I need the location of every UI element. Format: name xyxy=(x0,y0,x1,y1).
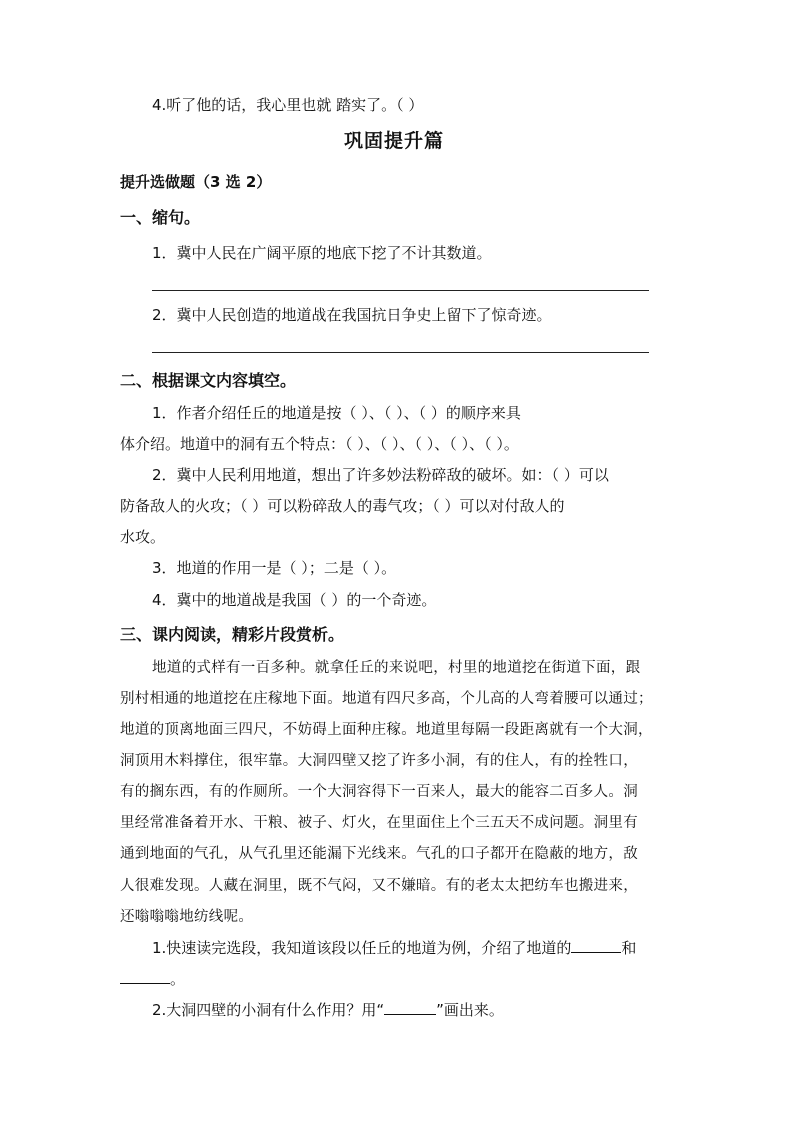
part2-heading: 二、根据课文内容填空。 xyxy=(120,371,297,390)
answer-line-1[interactable] xyxy=(152,290,649,291)
part2-line: 水攻。 xyxy=(120,528,166,546)
section-subtitle: 提升选做题（3 选 2） xyxy=(120,173,272,191)
passage-line: 地道的式样有一百多种。就拿任丘的来说吧，村里的地道挖在街道下面，跟 xyxy=(152,660,641,676)
part1-question-1: 1．冀中人民在广阔平原的地底下挖了不计其数道。 xyxy=(152,244,492,262)
passage-line: 通到地面的气孔，从气孔里还能漏下光线来。气孔的口子都开在隐蔽的地方，敌 xyxy=(120,846,638,862)
passage-line: 还嗡嗡嗡地纺线呢。 xyxy=(120,909,254,925)
part1-heading: 一、缩句。 xyxy=(120,208,201,227)
part3-question-1-cont xyxy=(120,969,185,989)
passage-line: 地道的顶离地面三四尺，不妨碍上面种庄稼。地道里每隔一段距离就有一个大洞， xyxy=(120,722,653,738)
underline-sample xyxy=(384,1000,436,1015)
question-1-end: 。 xyxy=(170,970,186,988)
question-1-and: 和 xyxy=(621,939,637,957)
passage-line: 别村相通的地道挖在庄稼地下面。地道有四尺多高，个儿高的人弯着腰可以通过； xyxy=(120,691,653,707)
passage-line: 里经常准备着开水、干粮、被子、灯火，在里面住上个三五天不成问题。洞里有 xyxy=(120,815,638,831)
part2-line: 体介绍。地道中的洞有五个特点：（ ）、（ ）、（ ）、（ ）、（ ）。 xyxy=(120,435,519,453)
passage-line: 洞顶用木料撑住，很牢靠。大洞四壁又挖了许多小洞，有的住人，有的拴牲口， xyxy=(120,753,638,769)
part1-question-2: 2．冀中人民创造的地道战在我国抗日争史上留下了惊奇迹。 xyxy=(152,306,552,324)
part2-line: 2．冀中人民利用地道，想出了许多妙法粉碎敌的破坏。如：（ ）可以 xyxy=(152,466,609,484)
question-1-text: 1.快速读完选段，我知道该段以任丘的地道为例，介绍了地道的 xyxy=(152,939,572,957)
part2-line: 防备敌人的火攻；（ ）可以粉碎敌人的毒气攻；（ ）可以对付敌人的 xyxy=(120,497,565,515)
part3-question-1 xyxy=(152,938,636,958)
part2-line: 1．作者介绍任丘的地道是按（ ）、（ ）、（ ）的顺序来具 xyxy=(152,404,521,422)
section-title: 巩固提升篇 xyxy=(344,130,445,152)
part3-heading: 三、课内阅读，精彩片段赏析。 xyxy=(120,625,345,644)
part3-question-2 xyxy=(152,1000,504,1020)
question-2-text: 2.大洞四壁的小洞有什么作用？用“ xyxy=(152,1001,385,1019)
part2-line: 3．地道的作用一是（ ）；二是（ ）。 xyxy=(152,559,397,577)
blank-1[interactable] xyxy=(571,938,621,953)
question-4-reference: 4.听了他的话，我心里也就 踏实了。（ ） xyxy=(152,96,424,114)
blank-2[interactable] xyxy=(120,969,170,984)
answer-line-2[interactable] xyxy=(152,352,649,353)
part2-line: 4．冀中的地道战是我国（ ）的一个奇迹。 xyxy=(152,591,437,609)
question-2-end: ”画出来。 xyxy=(436,1001,504,1019)
passage-line: 人很难发现。人藏在洞里，既不气闷，又不嫌暗。有的老太太把纺车也搬进来， xyxy=(120,878,638,894)
passage-line: 有的搁东西，有的作厕所。一个大洞容得下一百来人，最大的能容二百多人。洞 xyxy=(120,784,638,800)
